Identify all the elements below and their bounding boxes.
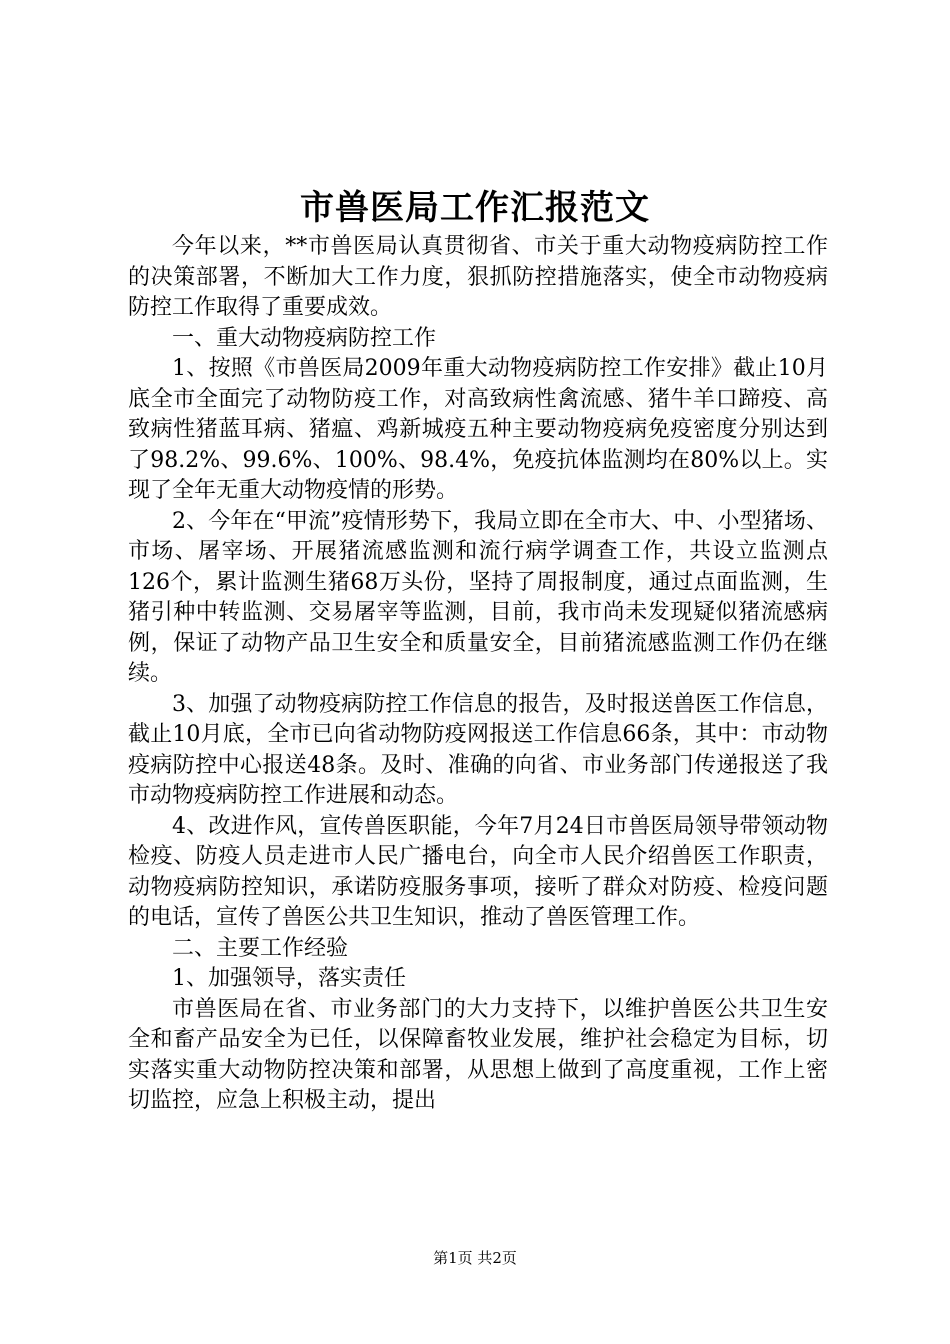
document-body bbox=[128, 232, 828, 1117]
document-title: 市兽医局工作汇报范文 bbox=[300, 188, 650, 228]
paragraph-item-2: 2、今年在“甲流”疫情形势下，我局立即在全市大、中、小型猪场、市场、屠宰场、开展猪流感监测和流行病学调查工作，共设立监测点126个，累计监测生猪68万头份，坚持了周报制度，通过点面监测，生猪引种中转监测、交易屠宰等监测，目前，我市尚未发现疑似猪流感病例，保证了动物产品卫生安全和质量安全，目前猪流感监测工作仍在继续。 bbox=[128, 508, 828, 686]
section-heading-1: 一、重大动物疫病防控工作 bbox=[172, 325, 437, 351]
paragraph-item-4: 4、改进作风，宣传兽医职能，今年7月24日市兽医局领导带领动物检疫、防疫人员走进市人民广播电台，向全市人民介绍兽医工作职责，动物疫病防控知识，承诺防疫服务事项，接听了群众对防疫、检疫问题的电话，宣传了兽医公共卫生知识，推动了兽医管理工作。 bbox=[128, 813, 828, 930]
page-footer: 第1页 共2页 bbox=[433, 1249, 517, 1267]
paragraph-item-3: 3、加强了动物疫病防控工作信息的报告，及时报送兽医工作信息，截止10月底，全市已向省动物防疫网报送工作信息66条，其中：市动物疫病防控中心报送48条。及时、准确的向省、市业务部门传递报送了我市动物疫病防控工作进展和动态。 bbox=[128, 691, 828, 808]
subheading-1: 1、加强领导，落实责任 bbox=[172, 966, 406, 991]
section-heading-2: 二、主要工作经验 bbox=[172, 935, 349, 961]
paragraph-intro: 今年以来，**市兽医局认真贯彻省、市关于重大动物疫病防控工作的决策部署，不断加大工作力度，狠抓防控措施落实，使全市动物疫病防控工作取得了重要成效。 bbox=[128, 234, 828, 320]
paragraph-item-1: 1、按照《市兽医局2009年重大动物疫病防控工作安排》截止10月底全市全面完了动物防疫工作，对高致病性禽流感、猪牛羊口蹄疫、高致病性猪蓝耳病、猪瘟、鸡新城疫五种主要动物疫病免疫密度分别达到了98.2%、99.6%、100%、98.4%，免疫抗体监测均在80%以上。实现了全年无重大动物疫情的形势。 bbox=[128, 356, 828, 503]
paragraph-leadership: 市兽医局在省、市业务部门的大力支持下，以维护兽医公共卫生安全和畜产品安全为已任，以保障畜牧业发展，维护社会稳定为目标，切实落实重大动物防控决策和部署，从思想上做到了高度重视，工作上密切监控，应急上积极主动，提出 bbox=[128, 996, 828, 1113]
